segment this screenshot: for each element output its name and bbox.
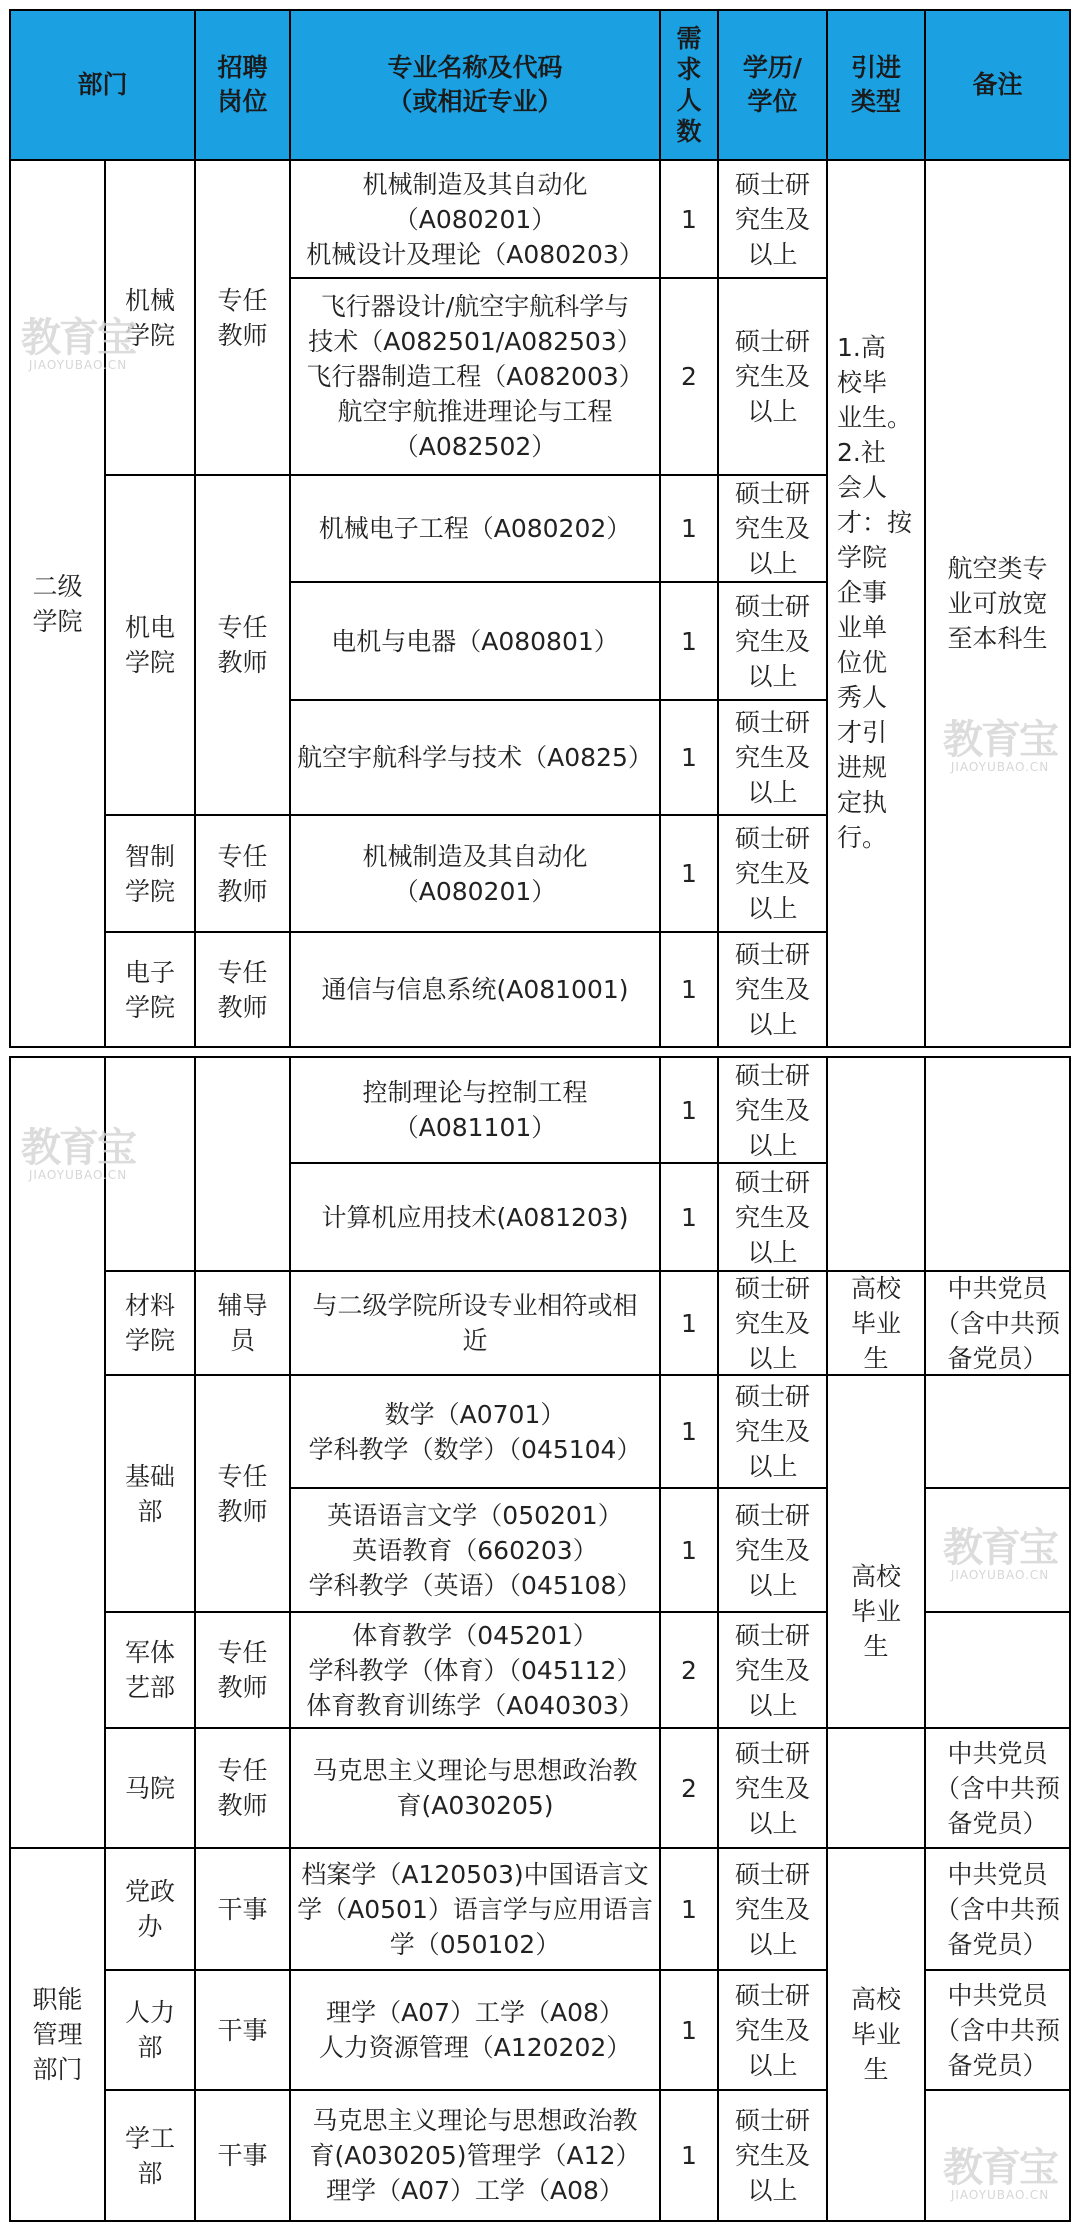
watermark-domain: JIAOYUBAO.CN xyxy=(950,2188,1050,2202)
major-row-6: 机械制造及其自动化 （A080201） xyxy=(362,841,588,906)
degree-row-13: 硕士研 究生及 以上 xyxy=(734,1620,810,1720)
watermark-domain: JIAOYUBAO.CN xyxy=(950,760,1050,774)
watermark-domain: JIAOYUBAO.CN xyxy=(28,1168,128,1182)
header-post: 招聘 岗位 xyxy=(217,53,268,116)
post-mayuan: 专任 教师 xyxy=(217,1756,268,1820)
count-row-15: 1 xyxy=(681,1894,697,1924)
major-row-11: 数学（A0701） 学科教学（数学）（045104） xyxy=(308,1399,642,1464)
type-graduate-group: 高校 毕业 生 xyxy=(850,1562,901,1661)
count-row-9: 1 xyxy=(681,1202,697,1232)
header-major: 专业名称及代码 （或相近专业） xyxy=(387,53,563,116)
note-party-dangzheng: 中共党员 （含中共预 备党员） xyxy=(934,1859,1060,1959)
degree-row-16: 硕士研 究生及 以上 xyxy=(734,1980,810,2080)
post-jidian: 专任 教师 xyxy=(217,613,268,677)
degree-row-15: 硕士研 究生及 以上 xyxy=(734,1859,810,1959)
degree-row-17: 硕士研 究生及 以上 xyxy=(734,2106,810,2205)
degree-row-5: 硕士研 究生及 以上 xyxy=(734,708,810,807)
degree-row-8: 硕士研 究生及 以上 xyxy=(734,1060,810,1160)
note-party-mayuan: 中共党员 （含中共预 备党员） xyxy=(934,1738,1060,1838)
count-row-1: 1 xyxy=(681,204,697,234)
dept-cailiao: 材料 学院 xyxy=(124,1291,175,1355)
major-row-8: 控制理论与控制工程 （A081101） xyxy=(362,1078,588,1142)
count-row-5: 1 xyxy=(681,743,697,772)
dept-jichu: 基础 部 xyxy=(124,1461,175,1526)
major-row-9: 计算机应用技术(A081203) xyxy=(321,1202,629,1232)
header-dept: 部门 xyxy=(77,70,128,99)
watermark-text: 教育宝 xyxy=(943,717,1057,763)
watermark-domain: JIAOYUBAO.CN xyxy=(950,1568,1050,1582)
degree-row-6: 硕士研 究生及 以上 xyxy=(734,824,810,923)
degree-row-3: 硕士研 究生及 以上 xyxy=(734,479,810,578)
post-junti: 专任 教师 xyxy=(217,1638,268,1702)
post-jichu: 专任 教师 xyxy=(217,1461,268,1526)
major-row-12: 英语语言文学（050201） 英语教育（660203） 学科教学（英语）（045108） xyxy=(308,1500,642,1600)
count-row-3: 1 xyxy=(681,514,697,543)
degree-row-12: 硕士研 究生及 以上 xyxy=(734,1500,810,1600)
count-row-10: 1 xyxy=(681,1308,697,1338)
major-row-15: 档案学（A120503)中国语言文 学（A0501）语言学与应用语言 学（050102） xyxy=(297,1859,653,1959)
post-renli: 干事 xyxy=(217,2015,268,2045)
dept-xuegong: 学工 部 xyxy=(124,2123,175,2188)
note-party-renli: 中共党员 （含中共预 备党员） xyxy=(934,1980,1060,2080)
type-social-talent: 1.高 校毕 业生。 2.社 会人 才：按 学院 企事 业单 位优 秀人 才引 进规 定执 行。 xyxy=(837,333,913,852)
watermark-text: 教育宝 xyxy=(21,315,135,361)
dept-junti: 军体 艺部 xyxy=(124,1638,175,1702)
note-aviation: 航空类专 业可放宽 至本科生 xyxy=(947,554,1048,653)
count-row-2: 2 xyxy=(681,362,697,391)
count-row-4: 1 xyxy=(681,626,697,656)
major-row-13: 体育教学（045201） 学科教学（体育）（045112） 体育教育训练学（A040303） xyxy=(306,1620,644,1720)
degree-row-10: 硕士研 究生及 以上 xyxy=(734,1273,810,1373)
dept-zhizhi: 智制 学院 xyxy=(124,841,175,906)
count-row-12: 1 xyxy=(681,1535,697,1565)
post-zhizhi: 专任 教师 xyxy=(217,841,268,906)
type-graduate-functional: 高校 毕业 生 xyxy=(850,1985,901,2084)
header-degree: 学历/ 学位 xyxy=(742,53,803,116)
dept-jidian: 机电 学院 xyxy=(124,613,175,677)
major-row-10: 与二级学院所设专业相符或相 近 xyxy=(312,1291,638,1355)
degree-row-14: 硕士研 究生及 以上 xyxy=(734,1738,810,1838)
major-row-2: 飞行器设计/航空宇航科学与 技术（A082501/A082503） 飞行器制造工程（A082003） 航空宇航推进理论与工程 （A082502） xyxy=(306,292,644,461)
post-cailiao: 辅导 员 xyxy=(217,1291,268,1355)
post-dianzi: 专任 教师 xyxy=(217,957,268,1022)
degree-row-4: 硕士研 究生及 以上 xyxy=(734,591,810,691)
dept-dianzi: 电子 学院 xyxy=(124,957,175,1022)
major-row-14: 马克思主义理论与思想政治教 育(A030205) xyxy=(312,1756,638,1820)
count-row-14: 2 xyxy=(681,1773,697,1803)
header-note: 备注 xyxy=(972,70,1023,99)
major-row-17: 马克思主义理论与思想政治教 育(A030205)管理学（A12） 理学（A07）工学（A08） xyxy=(309,2106,641,2205)
watermark-domain: JIAOYUBAO.CN xyxy=(28,358,128,372)
degree-row-11: 硕士研 究生及 以上 xyxy=(734,1382,810,1481)
degree-row-1: 硕士研 究生及 以上 xyxy=(734,169,810,269)
major-row-4: 电机与电器（A080801） xyxy=(331,626,619,656)
type-graduate-cailiao: 高校 毕业 生 xyxy=(850,1273,901,1373)
header-type: 引进 类型 xyxy=(850,53,901,116)
dept-renli: 人力 部 xyxy=(124,1998,175,2062)
major-row-16: 理学（A07）工学（A08） 人力资源管理（A120202） xyxy=(318,1998,632,2062)
count-row-16: 1 xyxy=(681,2015,697,2045)
major-row-1: 机械制造及其自动化 （A080201） 机械设计及理论（A080203） xyxy=(306,169,644,269)
header-count: 需 求 人 数 xyxy=(676,24,702,146)
major-row-5: 航空宇航科学与技术（A0825） xyxy=(297,743,653,772)
post-dangzheng: 干事 xyxy=(217,1894,268,1924)
dept-mayuan: 马院 xyxy=(124,1773,175,1803)
major-row-3: 机械电子工程（A080202） xyxy=(318,514,632,543)
post-xuegong: 干事 xyxy=(217,2141,268,2170)
degree-row-7: 硕士研 究生及 以上 xyxy=(734,940,810,1039)
watermark-text: 教育宝 xyxy=(21,1125,135,1171)
group-functional-dept: 职能 管理 部门 xyxy=(32,1985,83,2084)
count-row-11: 1 xyxy=(681,1417,697,1446)
count-row-7: 1 xyxy=(681,975,697,1004)
count-row-17: 1 xyxy=(681,2141,697,2170)
post-jixie: 专任 教师 xyxy=(217,285,268,350)
degree-row-2: 硕士研 究生及 以上 xyxy=(734,327,810,426)
count-row-8: 1 xyxy=(681,1095,697,1125)
note-party-cailiao: 中共党员 （含中共预 备党员） xyxy=(934,1273,1060,1373)
watermark-text: 教育宝 xyxy=(943,1525,1057,1571)
major-row-7: 通信与信息系统(A081001) xyxy=(321,975,629,1004)
watermark-text: 教育宝 xyxy=(943,2145,1057,2191)
count-row-13: 2 xyxy=(681,1655,697,1685)
dept-jixie: 机械 学院 xyxy=(124,285,175,350)
dept-dangzheng: 党政 办 xyxy=(124,1877,175,1941)
degree-row-9: 硕士研 究生及 以上 xyxy=(734,1167,810,1267)
count-row-6: 1 xyxy=(681,859,697,888)
group-secondary-college: 二级 学院 xyxy=(32,571,83,636)
